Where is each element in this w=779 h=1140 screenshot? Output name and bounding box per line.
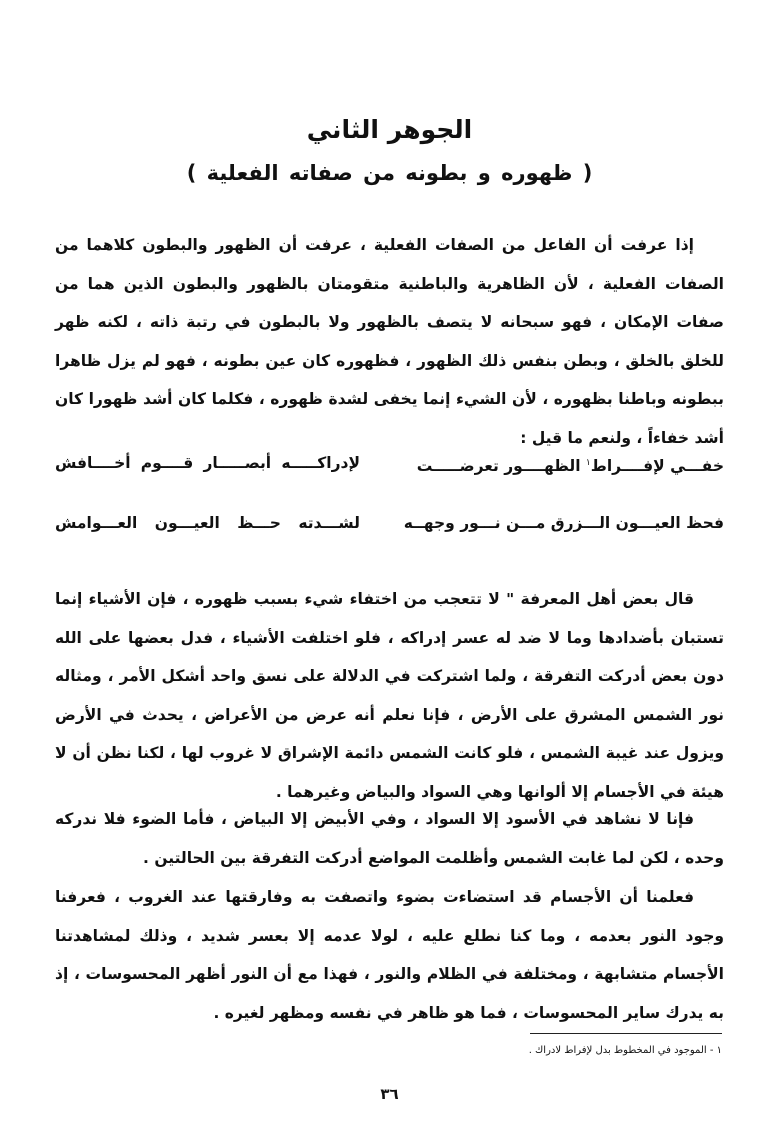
- verse-1-first-hemistich-start: خفـــي لإفــــراط: [590, 457, 724, 476]
- verse-2-second-hemistich: لشـــدته حـــظ العيـــون العـــوامش: [55, 514, 360, 532]
- paragraph-1: إذا عرفت أن الفاعل من الصفات الفعلية ، عرفت أن الظهور والبطون كلاهما من الصفات الفعلية ، لأن الظاهرية والباطنية متقومتان بالظهور والبطون الذين هما من صفات الإمكان ، فهو سبحانه لا يتصف بالظهور ولا بالبطون في رتبة ذاته ، لكنه ظهر للخلق بالخلق ، وبطن بنفس ذلك الظهور ، فظهوره كان عين بطونه ، فهو لم يزل ظاهرا ببطونه وباطنا بظهوره ، لأن الشيء إنما يخفى لشدة ظهوره ، فكلما كان أشد ظهورا كان أشد خفاءاً ، ولنعم ما قيل :: [55, 236, 724, 447]
- chapter-title: الجوهر الثاني: [306, 115, 473, 144]
- footnote-divider: [530, 1033, 722, 1034]
- verse-1-first-hemistich-end: الظهــــور تعرضـــــت: [416, 457, 581, 476]
- verse-1-first-hemistich: [416, 448, 724, 481]
- paragraph-3: فإنا لا نشاهد في الأسود إلا السواد ، وفي الأبيض إلا البياض ، فأما الضوء فلا ندركه وحده ، لكن لما غابت الشمس وأظلمت المواضع أدركت التفرقة بين الحالتين .: [55, 810, 724, 867]
- verse-line-1: [55, 448, 724, 478]
- paragraph-2: قال بعض أهل المعرفة " لا تتعجب من اختفاء شيء بسبب ظهوره ، فإن الأشياء إنما تستبان بأضدادها وما لا ضد له عسر إدراكه ، فلو اختلفت الأشياء ، فدل بعضها على الله دون بعض أدركت التفرقة ، ولما اشتركت في الدلالة على نسق واحد أشكل الأمر ، ومثاله نور الشمس المشرق على الأرض ، فإنا نعلم أنه عرض من الأعراض ، يحدث في الأرض ويزول عند غيبة الشمس ، فلو كانت الشمس دائمة الإشراق لا غروب لها ، لكنا نظن أن لا هيئة في الأجسام إلا ألوانها وهي السواد والبياض وغيرهما .: [55, 590, 724, 801]
- verse-1-second-hemistich: لإدراكـــــه أبصـــــار قــــوم أخــــافش: [55, 454, 360, 472]
- footnote-marker: ١: [585, 458, 591, 468]
- footnote: ١ - الموجود في المخطوط بدل لإفراط لادراك .: [528, 1045, 722, 1056]
- verse-line-2: [55, 508, 724, 538]
- chapter-subtitle: ( ظهوره و بطونه من صفاته الفعلية ): [186, 161, 593, 185]
- verse-2-first-hemistich: فحظ العيـــون الـــزرق مـــن نـــور وجهــه: [403, 514, 724, 532]
- paragraph-4: فعلمنا أن الأجسام قد استضاءت بضوء واتصفت به وفارقتها عند الغروب ، فعرفنا وجود النور بعدمه ، وما كنا نطلع عليه ، لولا عدمه إلا بعسر شديد ، وذلك لمشاهدتنا الأجسام متشابهة ، ومختلفة في الظلام والنور ، فهذا مع أن النور أظهر المحسوسات ، إذ به يدرك ساير المحسوسات ، فما هو ظاهر في نفسه ومظهر لغيره .: [55, 888, 724, 1022]
- page-number: ٣٦: [380, 1085, 399, 1103]
